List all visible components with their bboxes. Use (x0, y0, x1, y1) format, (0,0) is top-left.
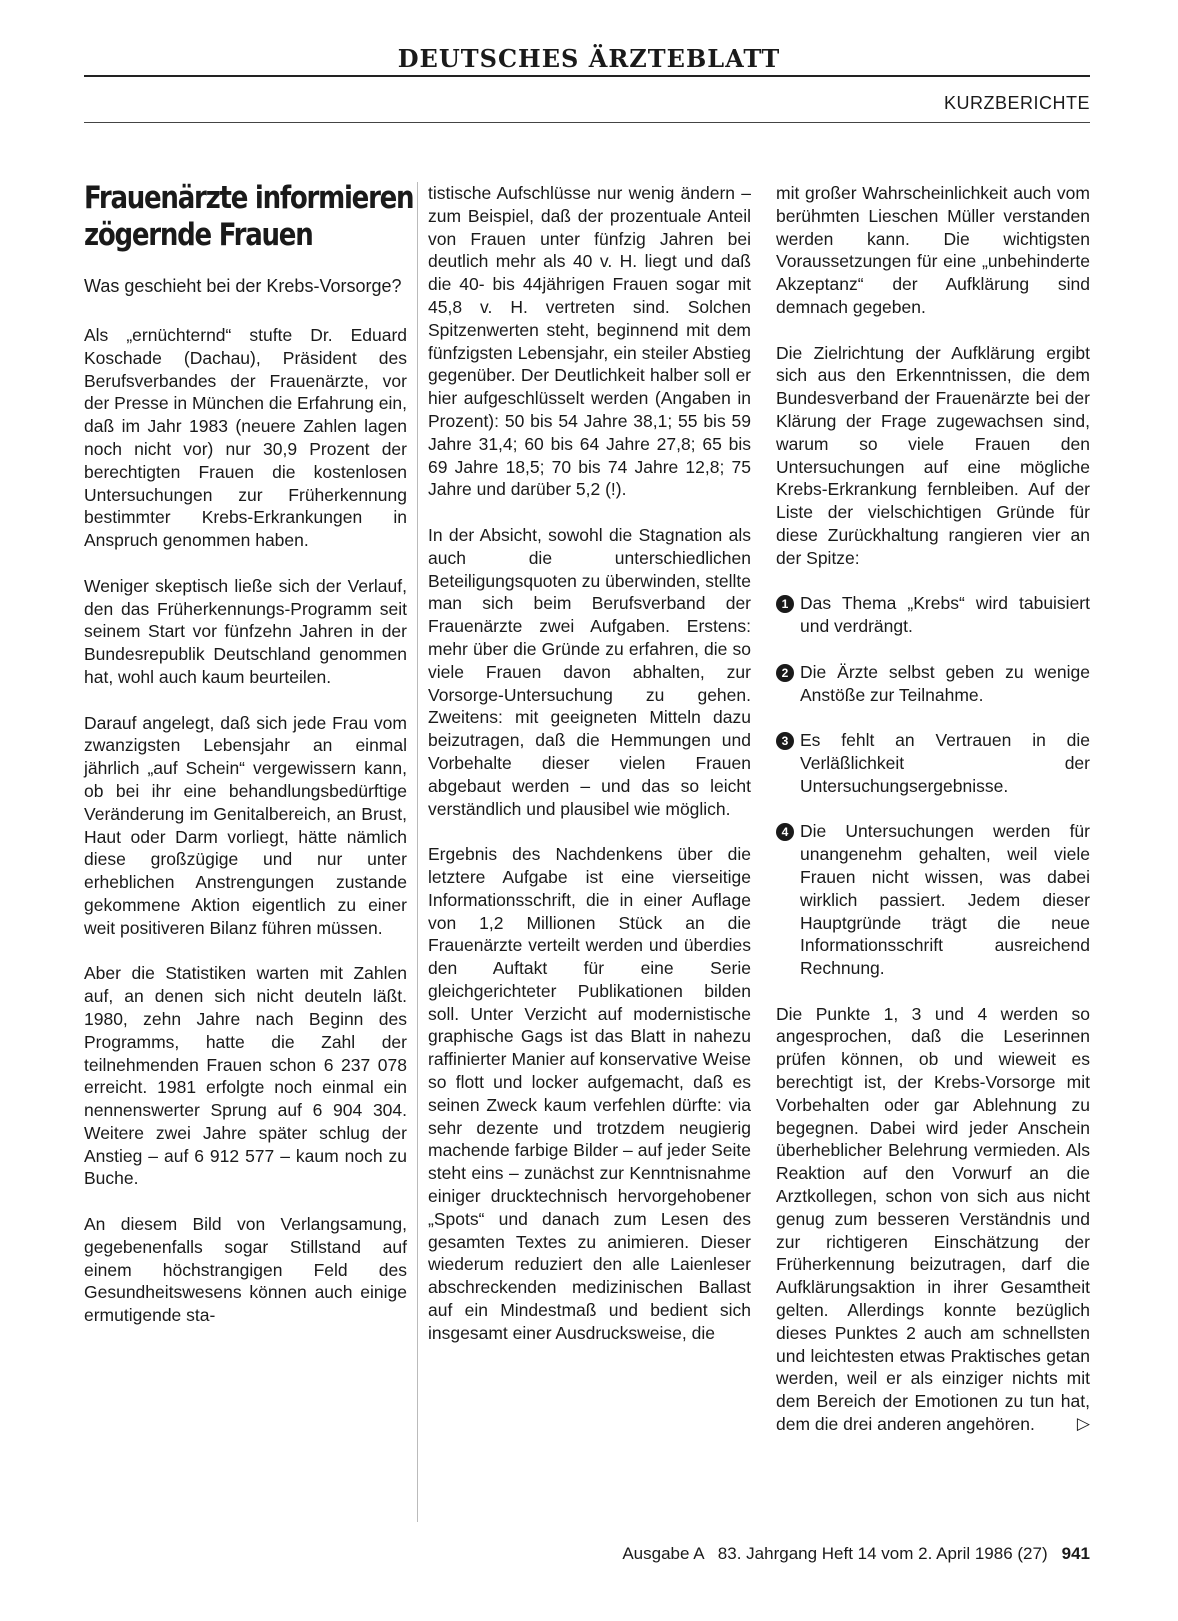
article-headline: Frauenärzte informieren zögernde Frauen (84, 180, 414, 253)
paragraph: mit großer Wahrscheinlichkeit auch vom berühmten Lieschen Müller verstanden werden kann. Die wichtigsten Voraussetzungen für eine „unbehinderte Akzeptanz“ der Aufklärung sind demnach gegeben. (776, 183, 1090, 317)
reason-item (776, 820, 1090, 980)
reason-item (776, 661, 1090, 707)
paragraph: Ergebnis des Nachdenkens über die letztere Aufgabe ist eine vierseitige Informationsschrift, die in einer Auflage von 1,2 Millionen Stück an die Frauenärzte verteilt werden und überdies den Auftakt für eine Serie gleichgerichteter Publikationen bilden soll. Unter Verzicht auf modernistische graphische Gags ist das Blatt in nahezu raffinierter Manier auf konservative Weise so flott und locker aufgemacht, daß es seinen Zweck kaum verfehlen dürfte: via sehr dezente und trotzdem neugierig machende farbige Bilder – auf jeder Seite steht eins – zunächst zur Kenntnisnahme einiger drucktechnisch hervorgehobener „Spots“ und danach zum Lesen des gesamten Textes zu animieren. Dieser wiederum reduziert den alle Laienleser abschreckenden medizinischen Ballast auf ein Mindestmaß und bedient sich insgesamt einer Ausdrucksweise, die (428, 844, 751, 1343)
column-divider (417, 182, 418, 1522)
reason-text: Es fehlt an Vertrauen in die Verläßlichkeit der Untersuchungsergebnisse. (800, 730, 1090, 796)
article-column-3 (776, 182, 1090, 1459)
paragraph: Weniger skeptisch ließe sich der Verlauf, den das Früherkennungs-Programm seit seinem Start vor fünfzehn Jahren in der Bundesrepublik Deutschland genommen hat, wohl auch kaum beurteilen. (84, 575, 407, 687)
article-column-2 (428, 182, 751, 1367)
continue-arrow-icon: ▷ (1076, 1414, 1090, 1434)
reason-text: Die Untersuchungen werden für unangenehm gehalten, weil viele Frauen nicht wissen, was dabei wirklich passiert. Jedem dieser Hauptgründe trägt die neue Informationsschrift ausreichend Rechnung. (800, 821, 1090, 979)
section-rule (84, 122, 1090, 123)
masthead-title: DEUTSCHES ÄRZTEBLATT (397, 44, 781, 73)
article-column-1 (84, 180, 414, 1350)
masthead-rule (84, 75, 1090, 77)
article-subhead: Was geschieht bei der Krebs-Vorsorge? (84, 276, 402, 296)
page-footer (622, 1544, 1090, 1564)
reason-text: Die Ärzte selbst geben zu wenige Anstöße zur Teilnahme. (800, 661, 1090, 705)
reason-number-badge: 1 (776, 595, 794, 613)
reason-text: Das Thema „Krebs“ wird tabuisiert und verdrängt. (800, 593, 1090, 637)
paragraph: In der Absicht, sowohl die Stagnation als auch die unterschiedlichen Beteiligungsquoten zu überwinden, stellte man sich beim Berufsverband der Frauenärzte zwei Aufgaben. Erstens: mehr über die Gründe zu erfahren, die so viele Frauen davon abhalten, zur Vorsorge-Untersuchung zu gehen. Zweitens: mit geeigneten Mitteln dazu beizutragen, daß die Hemmungen und Vorbehalte dieser vielen Frauen abgebaut werden – und das so leicht verständlich und plausibel wie möglich. (428, 524, 751, 819)
paragraph-text: Die Punkte 1, 3 und 4 werden so angesprochen, daß die Leserinnen prüfen können, ob und wieweit es berechtigt ist, der Krebs-Vorsorge mit Vorbehalten oder gar Ablehnung zu begegnen. Dabei wird jeder Anschein überheblicher Belehrung vermieden. Als Reaktion auf den Vorwurf an die Arztkollegen, schon von sich aus nicht genug zum besseren Verständnis und zur richtigeren Einschätzung der Früherkennung beizutragen, darf die Aufklärungsaktion in ihrer Gesamtheit gelten. Allerdings konnte bezüglich dieses Punktes 2 auch am schnellsten und leichtesten etwas Praktisches getan werden, weil er als einziger nichts mit dem Bereich der Emotionen zu tun hat, dem die drei anderen angehören. (776, 1003, 1090, 1435)
paragraph: Die Zielrichtung der Aufklärung ergibt sich aus den Erkenntnissen, die dem Bundesverband der Frauenärzte bei der Klärung der Frage zugewachsen sind, warum so viele Frauen den Untersuchungen auf eine mögliche Krebs-Erkrankung fernbleiben. Auf der Liste der vielschichtigen Gründe für diese Zurückhaltung rangieren vier an der Spitze: (776, 342, 1090, 568)
page-number: 941 (1061, 1544, 1090, 1563)
final-paragraph (776, 1003, 1090, 1436)
paragraph: Als „ernüchternd“ stufte Dr. Eduard Koschade (Dachau), Präsident des Berufsverbandes der Frauenärzte, vor der Presse in München die Erfahrung ein, daß im Jahr 1983 (neuere Zahlen lagen noch nicht vor) nur 30,9 Prozent der berechtigten Frauen die kostenlosen Untersuchungen zur Früherkennung bestimmter Krebs-Erkrankungen in Anspruch genommen haben. (84, 325, 407, 551)
issue-info: Ausgabe A 83. Jahrgang Heft 14 vom 2. April 1986 (27) (622, 1544, 1048, 1563)
reason-number-badge: 3 (776, 732, 794, 750)
section-label: KURZBERICHTE (943, 93, 1090, 113)
reason-item (776, 729, 1090, 797)
paragraph: tistische Aufschlüsse nur wenig ändern – zum Beispiel, daß der prozentuale Anteil von Frauen unter fünfzig Jahren bei deutlich mehr als 40 v. H. liegt und daß die 40- bis 44jährigen Frauen sogar mit 45,8 v. H. vertreten sind. Solchen Spitzenwerten steht, beginnend mit dem fünfzigsten Lebensjahr, ein steiler Abstieg gegenüber. Der Deutlichkeit halber soll er hier aufgeschlüsselt werden (Angaben in Prozent): 50 bis 54 Jahre 38,1; 55 bis 59 Jahre 31,4; 60 bis 64 Jahre 27,8; 65 bis 69 Jahre 18,5; 70 bis 74 Jahre 12,8; 75 Jahre und darüber 5,2 (!). (428, 183, 751, 500)
reason-number-badge: 4 (776, 823, 794, 841)
paragraph: Aber die Statistiken warten mit Zahlen auf, an denen sich nicht deuteln läßt. 1980, zehn Jahre nach Beginn des Programms, hatte die Zahl der teilnehmenden Frauen schon 6 237 078 erreicht. 1981 erfolgte noch einmal ein nennenswerter Sprung auf 6 904 304. Weitere zwei Jahre später schlug der Anstieg – auf 6 912 577 – kaum noch zu Buche. (84, 963, 407, 1189)
reason-item (776, 592, 1090, 638)
paragraph: An diesem Bild von Verlangsamung, gegebenenfalls sogar Stillstand auf einem höchstrangigen Feld des Gesundheitswesens können auch einige ermutigende sta- (84, 1214, 407, 1326)
paragraph: Darauf angelegt, daß sich jede Frau vom zwanzigsten Lebensjahr an einmal jährlich „auf Schein“ vergewissern kann, ob bei ihr eine behandlungsbedürftige Veränderung im Genitalbereich, an Brust, Haut oder Darm vorliegt, hätte nämlich diese großzügige und nur unter erheblichen Anstrengungen zustande gekommene Aktion eigentlich zu einer weit positiveren Bilanz führen müssen. (84, 712, 407, 938)
reason-number-badge: 2 (776, 664, 794, 682)
